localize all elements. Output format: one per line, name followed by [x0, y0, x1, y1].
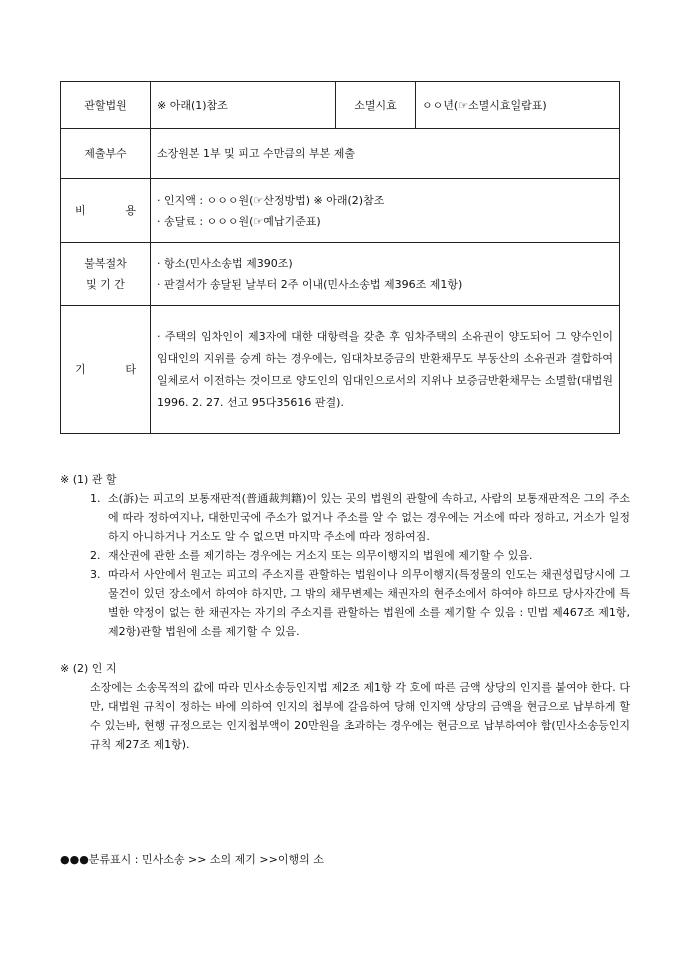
list-item: 3. 따라서 사안에서 원고는 피고의 주소지를 관할하는 법원이나 의무이행지(특정물의 인도는 채권성립당시에 그 물건이 있던 장소에서 하여야 하지만, 그 밖의 채무변제는 채권자의 현주소에서 하여야 하므로 당사자간에 특별한 약정이 없는 한 채권자는 자기의 주소지를 관할하는 법원에 소를 제기할 수 있음 : 민법 제467조 제1항, 제2항)관할 법원에 소를 제기할 수 있음. — [90, 568, 630, 638]
value-copies: 소장원본 1부 및 피고 수만큼의 부본 제출 — [151, 129, 620, 179]
value-jurisdiction: ※ 아래(1)참조 — [151, 82, 336, 129]
costs-delivery-line: · 송달료 : ㅇㅇㅇ원(☞예납기준표) — [157, 214, 321, 228]
value-prescription: ㅇㅇ년(☞소멸시효일람표) — [416, 82, 620, 129]
classification-line: ●●●분류표시 : 민사소송 >> 소의 제기 >>이행의 소 — [60, 853, 324, 866]
costs-stamp-line: · 인지액 : ㅇㅇㅇ원(☞산정방법) ※ 아래(2)참조 — [157, 193, 385, 207]
row-copies — [61, 129, 620, 179]
info-table — [60, 81, 620, 434]
jurisdiction-section-title: ※ (1) 관 할 — [60, 473, 117, 486]
list-item: 2. 재산권에 관한 소를 제기하는 경우에는 거소지 또는 의무이행지의 법원에 제기할 수 있음. — [90, 549, 533, 562]
row-appeal — [61, 243, 620, 306]
appeal-line-1: · 항소(민사소송법 제390조) — [157, 257, 293, 270]
value-other: · 주택의 임차인이 제3자에 대한 대항력을 갖춘 후 임차주택의 소유권이 양도되어 그 양수인이 임대인의 지위를 승계 하는 경우에는, 임대차보증금의 반환채무도 부동산의 소유권과 결합하여 일체로서 이전하는 것이므로 양도인의 임대인으로서의 지위나 보증금반환채무는 소멸함(대법원 1996. 2. 27. 선고 95다35616 판결). — [151, 306, 620, 434]
jurisdiction-list — [60, 489, 630, 641]
label-costs: 비 용 — [61, 179, 151, 243]
stamp-paragraph: 소장에는 소송목적의 값에 따라 민사소송등인지법 제2조 제1항 각 호에 따른 금액 상당의 인지를 붙여야 한다. 다만, 대법원 규칙이 정하는 바에 의하여 인지의 첩부에 갈음하여 당해 인지액 상당의 금액을 현금으로 납부하게 할 수 있는바, 현행 규정으로는 인지첩부액이 20만원을 초과하는 경우에는 현금으로 납부하여야 함(민사소송등인지규칙 제27조 제1항). — [90, 681, 630, 751]
label-other: 기 타 — [61, 306, 151, 434]
row-jurisdiction — [61, 82, 620, 129]
label-appeal: 불복절차 및 기 간 — [61, 243, 151, 306]
list-item: 1. 소(訴)는 피고의 보통재판적(普通裁判籍)이 있는 곳의 법원의 관할에 속하고, 사람의 보통재판적은 그의 주소에 따라 정하여지나, 대한민국에 주소가 없거나 주소를 알 수 없는 경우에는 거소에 따라 정하고, 거소가 일정하지 아니하거나 거소도 알 수 없으면 마지막 주소에 따라 정하여짐. — [90, 492, 630, 543]
appeal-line-2: · 판결서가 송달된 날부터 2주 이내(민사소송법 제396조 제1항) — [157, 278, 463, 291]
stamp-section-title: ※ (2) 인 지 — [60, 662, 117, 675]
label-jurisdiction: 관할법원 — [61, 82, 151, 129]
value-appeal — [151, 243, 620, 306]
label-copies: 제출부수 — [61, 129, 151, 179]
notes — [60, 470, 630, 754]
value-costs — [151, 179, 620, 243]
row-other — [61, 306, 620, 434]
row-costs — [61, 179, 620, 243]
label-prescription: 소멸시효 — [336, 82, 416, 129]
